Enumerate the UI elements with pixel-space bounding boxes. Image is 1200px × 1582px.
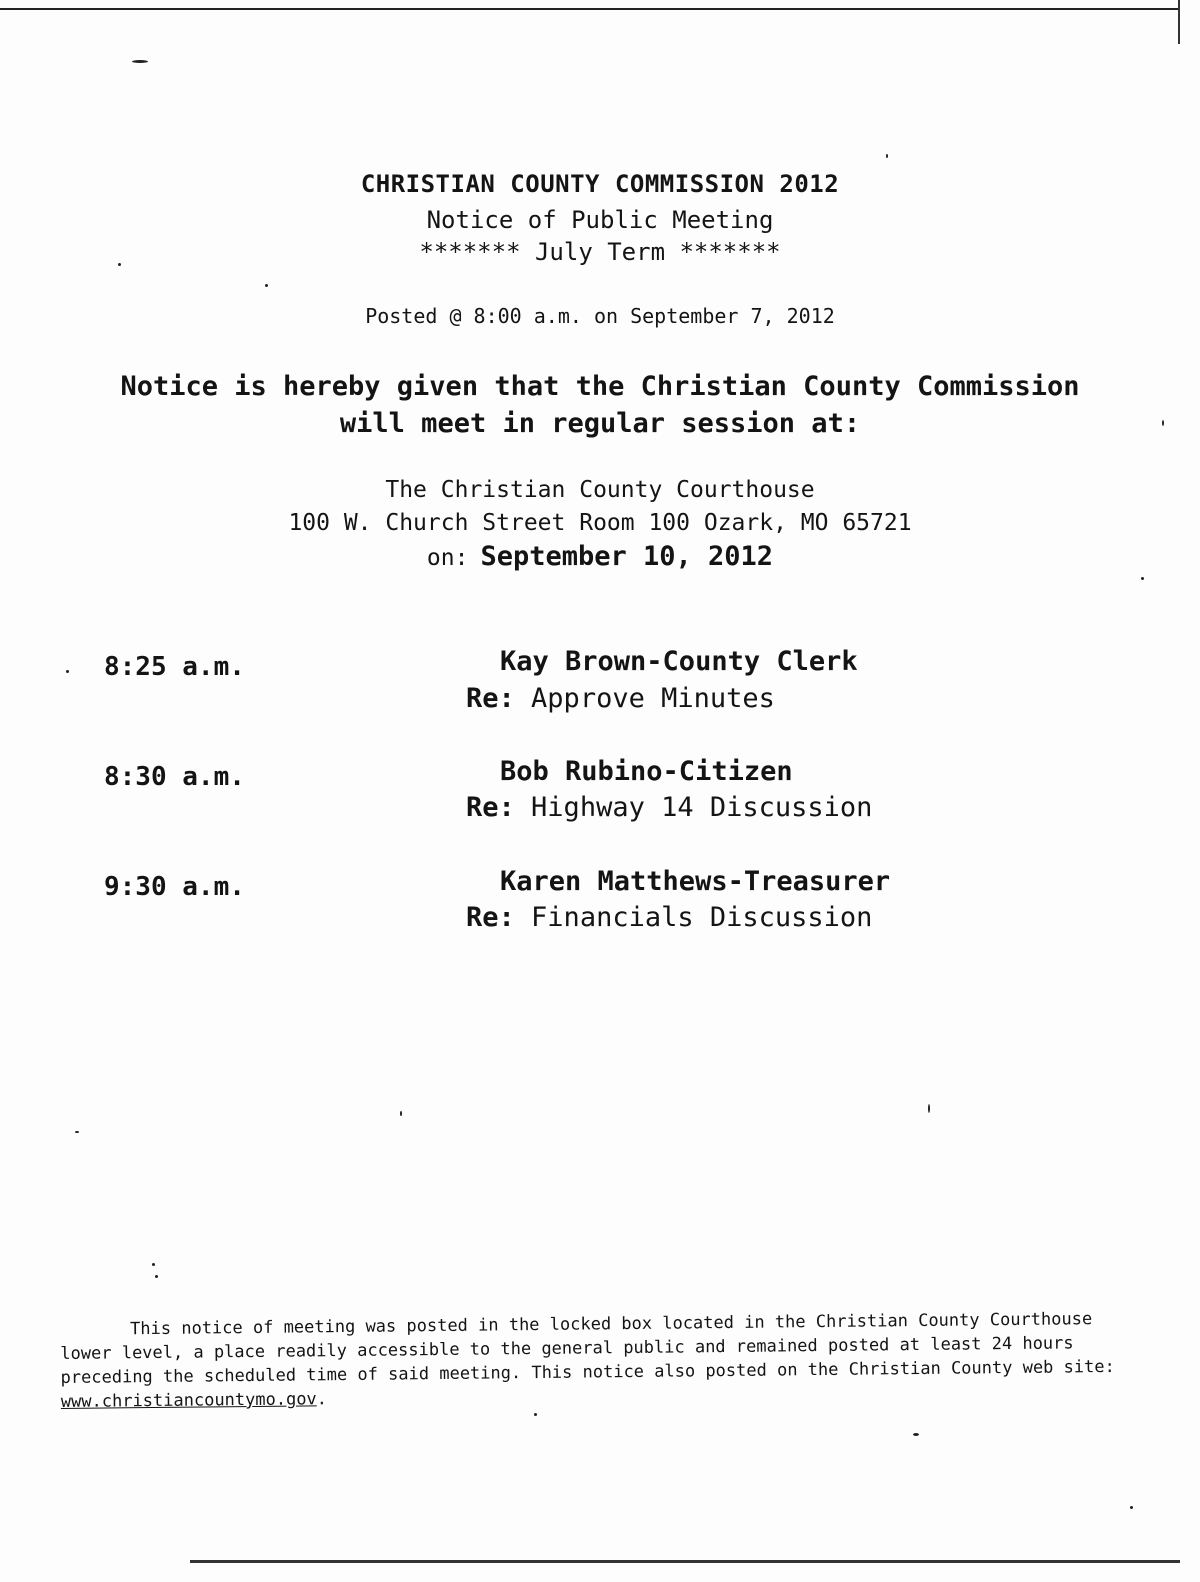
scan-speck — [132, 60, 148, 63]
right-edge-mark — [1178, 0, 1180, 44]
footnote-end: . — [316, 1389, 328, 1410]
paragraph-indent — [60, 1334, 130, 1335]
agenda-presenter: Karen Matthews-Treasurer — [500, 866, 891, 897]
notice-statement — [0, 368, 1200, 442]
agenda-time: 8:25 a.m. — [104, 652, 245, 682]
agenda-topic — [466, 683, 775, 714]
footnote-text: This notice of meeting was posted in the locked box located in the Christian County Courthouse lower level, a place readily accessible to the general public and remained posted at least 24 hours preceding the scheduled time of said meeting. This notice also posted on the Christian County web site: — [60, 1309, 1115, 1388]
top-border-line — [0, 8, 1180, 10]
re-label: Re: — [466, 902, 515, 933]
notice-line-1: Notice is hereby given that the Christian County Commission — [120, 371, 1080, 402]
date-prefix: on: — [426, 545, 469, 571]
scan-speck — [1141, 577, 1144, 580]
agenda-presenter: Bob Rubino-Citizen — [500, 756, 793, 787]
scan-speck — [928, 1104, 930, 1113]
scan-speck — [155, 1275, 158, 1278]
venue-address: 100 W. Church Street Room 100 Ozark, MO 65721 — [288, 510, 912, 536]
scan-speck — [265, 284, 268, 287]
agenda-time: 8:30 a.m. — [104, 762, 245, 792]
re-label: Re: — [466, 683, 515, 714]
scan-speck — [75, 1131, 79, 1133]
topic-text: Approve Minutes — [531, 683, 775, 714]
scan-speck — [400, 1111, 402, 1116]
meeting-subtitle: Notice of Public Meeting — [426, 206, 774, 234]
meeting-date: September 10, 2012 — [480, 541, 774, 572]
agenda-topic — [466, 792, 872, 823]
agenda-topic — [466, 902, 872, 933]
topic-text: Financials Discussion — [531, 902, 873, 933]
re-label: Re: — [466, 792, 515, 823]
scan-speck — [534, 1413, 537, 1416]
scan-speck — [66, 670, 69, 673]
notice-line-2: will meet in regular session at: — [339, 408, 861, 439]
commission-title: CHRISTIAN COUNTY COMMISSION 2012 — [360, 170, 840, 198]
venue-block — [0, 474, 1200, 575]
county-website-link[interactable]: www.christiancountymo.gov — [60, 1389, 317, 1412]
scan-speck — [1130, 1506, 1133, 1509]
term-label: ******* July Term ******* — [419, 238, 781, 266]
venue-name: The Christian County Courthouse — [385, 477, 815, 503]
bottom-border-line — [190, 1560, 1180, 1563]
meeting-date-line — [0, 540, 1200, 575]
topic-text: Highway 14 Discussion — [531, 792, 873, 823]
posted-line: Posted @ 8:00 a.m. on September 7, 2012 — [365, 304, 835, 328]
agenda-presenter: Kay Brown-County Clerk — [500, 646, 858, 677]
posting-footnote — [60, 1307, 1151, 1414]
scan-speck — [913, 1433, 919, 1436]
scan-speck — [152, 1263, 155, 1266]
scan-speck — [886, 154, 888, 158]
agenda-time: 9:30 a.m. — [104, 872, 245, 902]
